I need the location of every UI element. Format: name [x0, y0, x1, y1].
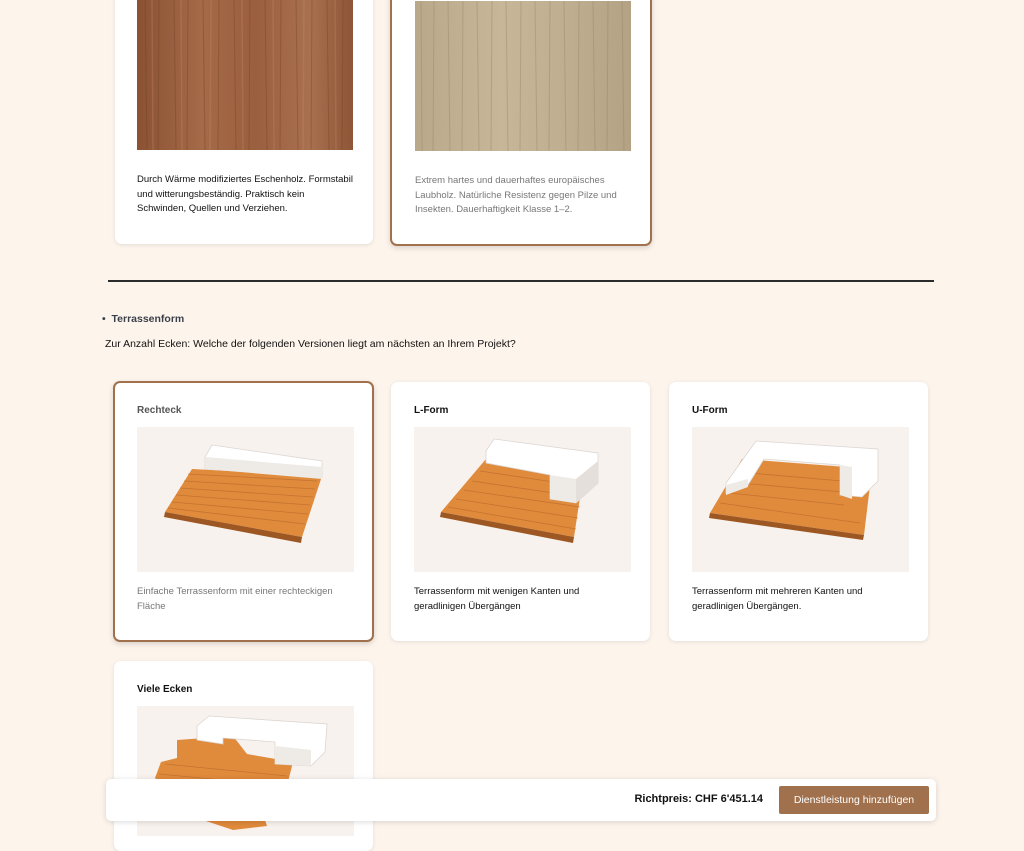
thermo-ash-description: Durch Wärme modifiziertes Eschenholz. Formstabil und witterungsbeständig. Praktisch kein Schwinden, Quellen und Verziehen.: [137, 174, 353, 214]
wood-card-thermo-ash[interactable]: [115, 0, 373, 244]
oak-image: [415, 1, 631, 151]
section-heading-text: Terrassenform: [111, 313, 185, 325]
section-divider: [108, 280, 934, 282]
shape-card-l-form[interactable]: [391, 382, 650, 641]
l-shape-deck-image: [414, 427, 631, 572]
section-heading: • Terrassenform: [102, 313, 185, 325]
section-question: Zur Anzahl Ecken: Welche der folgenden Versionen liegt am nächsten an Ihrem Projekt?: [105, 338, 516, 350]
shape-description: Terrassenform mit wenigen Kanten und geradlinigen Übergängen: [414, 586, 580, 612]
u-shape-deck-image: [692, 427, 909, 572]
price-label: Richtpreis: CHF 6'451.14: [634, 793, 763, 805]
shape-description: Einfache Terrassenform mit einer rechteckigen Fläche: [137, 586, 333, 612]
shape-card-u-form[interactable]: [669, 382, 928, 641]
wood-card-oak[interactable]: [390, 0, 652, 246]
shape-description: Terrassenform mit mehreren Kanten und geradlinigen Übergängen.: [692, 586, 863, 612]
shape-title: L-Form: [414, 405, 449, 416]
shape-card-viele-ecken[interactable]: [114, 661, 373, 851]
shape-card-rechteck[interactable]: [113, 381, 374, 642]
shape-title: Rechteck: [137, 405, 182, 416]
rectangle-deck-image: [137, 427, 354, 572]
shape-title: Viele Ecken: [137, 684, 193, 695]
oak-description: Extrem hartes und dauerhaftes europäisches Laubholz. Natürliche Resistenz gegen Pilze und Insekten. Dauerhaftigkeit Klasse 1–2.: [415, 175, 617, 215]
thermo-ash-image: [137, 0, 353, 150]
add-service-button[interactable]: Dienstleistung hinzufügen: [779, 786, 929, 814]
shape-title: U-Form: [692, 405, 728, 416]
price-bar: [106, 779, 936, 821]
